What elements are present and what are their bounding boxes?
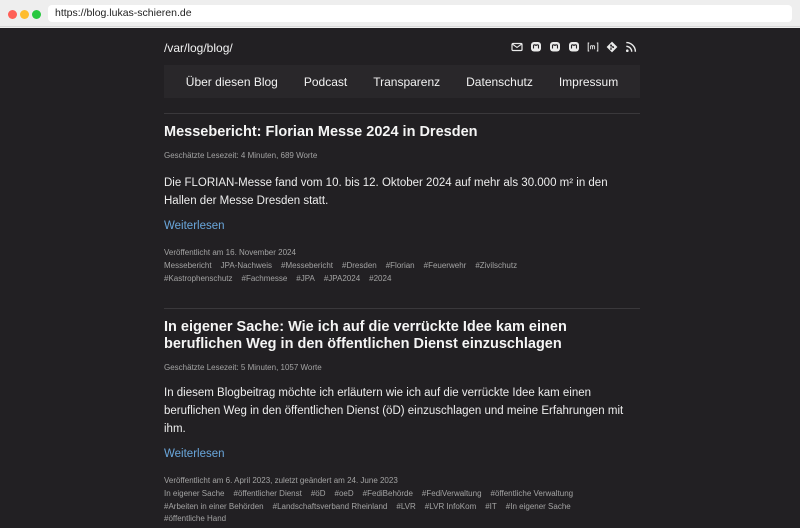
browser-toolbar [0,0,800,27]
nav-item-privacy[interactable]: Datenschutz [466,74,533,89]
read-more-link[interactable]: Weiterlesen [164,220,225,232]
published-date: Veröffentlicht am 6. April 2023, zuletzt geändert am 24. June 2023 [164,476,398,485]
tag-link[interactable]: #öffentlicher Dienst [233,489,302,498]
tag-link[interactable]: #Landschaftsverband Rheinland [272,501,388,511]
nav-item-about[interactable]: Über diesen Blog [185,74,278,89]
tag-link[interactable]: #Messebericht [281,261,334,270]
tag-link[interactable]: #In eigener Sache [505,501,571,511]
tag-link[interactable]: #2024 [369,273,392,283]
read-more-link[interactable]: Weiterlesen [164,448,225,460]
site-title[interactable]: /var/log/blog/ [164,41,233,55]
post-tags [164,488,624,526]
divider [164,113,640,114]
post-tags [164,260,624,285]
minimize-window-button[interactable] [20,10,29,19]
maximize-window-button[interactable] [32,10,41,19]
tag-link[interactable]: #JPA [296,273,315,283]
blog-page [0,28,800,528]
tag-link[interactable]: #JPA2024 [323,273,361,283]
address-bar[interactable]: https://blog.lukas-schieren.de [48,5,792,22]
mastodon-icon[interactable] [530,41,542,53]
post-excerpt: Die FLORIAN-Messe fand vom 10. bis 12. Oktober 2024 auf mehr als 30.000 m² in den Hallen der Messe Dresden statt. [164,177,608,207]
divider [164,308,640,309]
tag-link[interactable]: #LVR InfoKom [424,501,477,511]
tag-link[interactable]: #FediBehörde [362,489,413,498]
tag-link[interactable]: #IT [485,501,497,511]
tag-link[interactable]: #Zivilschutz [475,261,518,270]
rss-icon[interactable] [625,41,637,53]
mastodon-icon[interactable] [568,41,580,53]
tag-link[interactable]: #öffentliche Hand [164,514,227,523]
tag-link[interactable]: Messebericht [164,261,212,270]
tag-link[interactable]: #öD [310,489,326,498]
nav-item-podcast[interactable]: Podcast [303,74,348,89]
tag-link[interactable]: #Kastrophenschutz [164,273,233,283]
post-title[interactable]: In eigener Sache: Wie ich auf die verrückte Idee kam einen beruflichen Weg in den öffentlichen Dienst einzuschlagen [164,319,567,352]
tag-link[interactable]: #öffentliche Verwaltung [490,489,574,498]
mastodon-icon[interactable] [549,41,561,53]
main-navigation [164,65,640,98]
nav-item-transparency[interactable]: Transparenz [373,74,441,89]
tag-link[interactable]: #oeD [334,489,354,498]
tag-link[interactable]: #Feuerwehr [423,261,467,270]
social-links [511,41,637,53]
post-title[interactable]: Messebericht: Florian Messe 2024 in Dresden [164,124,478,140]
tag-link[interactable]: JPA-Nachweis [220,261,272,270]
tag-link[interactable]: #Florian [385,261,415,270]
reading-time: Geschätzte Lesezeit: 4 Minuten, 689 Worte [164,151,318,160]
tag-link[interactable]: #Fachmesse [241,273,288,283]
mail-icon[interactable] [511,41,523,53]
git-icon[interactable] [606,41,618,53]
tag-link[interactable]: In eigener Sache [164,489,225,498]
nav-item-imprint[interactable]: Impressum [558,74,619,89]
tag-link[interactable]: #Arbeiten in einer Behörden [164,501,264,511]
reading-time: Geschätzte Lesezeit: 5 Minuten, 1057 Worte [164,363,322,372]
post-excerpt: In diesem Blogbeitrag möchte ich erläutern wie ich auf die verrückte Idee kam einen beruflichen Weg in den öffentlichen Dienst (öD) einzuschlagen und meine Erfahrungen mit ihm. [164,387,624,435]
tag-link[interactable]: #FediVerwaltung [421,489,482,498]
tag-link[interactable]: #Dresden [342,261,377,270]
tag-link[interactable]: #LVR [396,501,416,511]
close-window-button[interactable] [8,10,17,19]
published-date: Veröffentlicht am 16. November 2024 [164,248,296,257]
matrix-icon[interactable] [587,41,599,53]
